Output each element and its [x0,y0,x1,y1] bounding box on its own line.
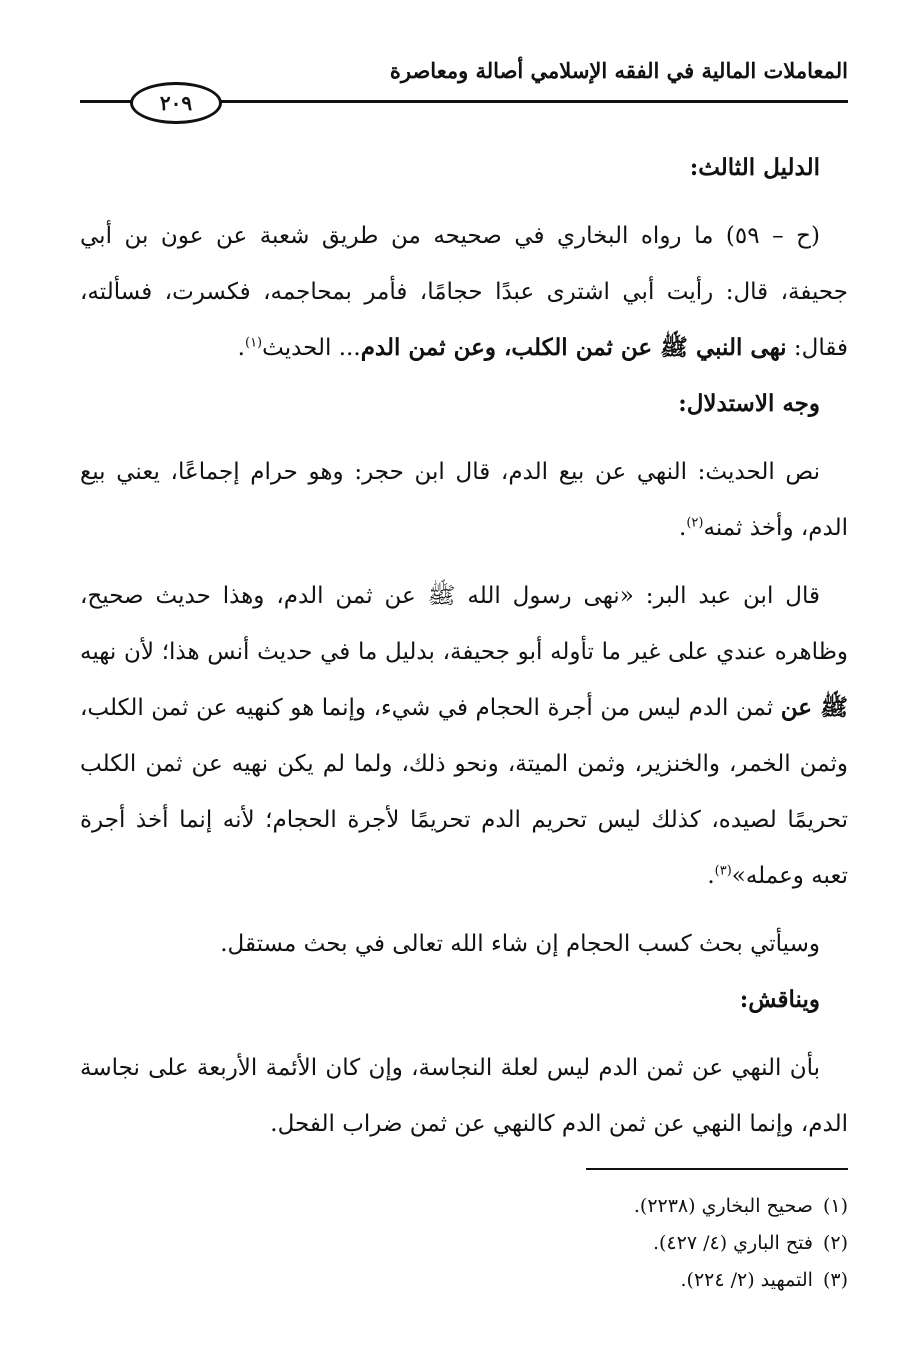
main-text [80,140,848,1152]
footnotes [80,1188,848,1299]
paragraph-ibn-hajar: نص الحديث: النهي عن بيع الدم، قال ابن حجر: وهو حرام إجماعًا، يعني بيع الدم، وأخذ ثمنه$^{(٢)}$. [80,459,848,541]
footnote-text: صحيح البخاري (٢٢٣٨). [633,1195,813,1217]
paragraph-ibn-abd-al-barr: قال ابن عبد البر: «نهى رسول الله ﷺ عن ثمن الدم، وهذا حديث صحيح، وظاهره عندي على غير ما تأوله أبو جحيفة، بدليل ما في حديث أنس هذا؛ لأن نهيه ﷺ عن ثمن الدم ليس من أجرة الحجام في شيء، وإنما هو كنهيه عن ثمن الكلب، وثمن الخمر، والخنزير، وثمن الميتة، ونحو ذلك، ولما لم يكن نهيه عن ثمن الكلب تحريمًا لصيده، كذلك ليس تحريم الدم تحريمًا لأجرة الحجام؛ لأنه إنما أخذ أجرة تعبه وعمله»$^{(٣)}$. [80,583,848,889]
hadith-intro: (ح – ٥٩) ما رواه البخاري في صحيحه من طريق شعبة عن عون بن أبي جحيفة، قال: رأيت أبي اشترى عبدًا حجامًا، فأمر بمحاجمه، فكسرت، فسألته، فقال: [80,223,848,361]
section-heading-discussion: ويناقش: [739,986,820,1013]
hadith-text: نهى النبي ﷺ عن ثمن الكلب، وعن ثمن الدم [360,334,787,361]
footnote-rule [586,1168,848,1170]
footnote-number: (١) [822,1195,848,1217]
footnote-number: (٢) [822,1232,848,1254]
footnote-text: فتح الباري (٤/ ٤٢٧). [652,1232,813,1254]
footnote-item [80,1262,848,1299]
paragraph-forthcoming: وسيأتي بحث كسب الحجام إن شاء الله تعالى في بحث مستقل. [220,931,820,957]
paragraph-discussion: بأن النهي عن ثمن الدم ليس لعلة النجاسة، وإن كان الأئمة الأربعة على نجاسة الدم، وإنما النهي عن ثمن الدم كالنهي عن ثمن ضراب الفحل. [80,1055,848,1137]
paragraph-hadith: (ح – ٥٩) ما رواه البخاري في صحيحه من طريق شعبة عن عون بن أبي جحيفة، قال: رأيت أبي اشترى عبدًا حجامًا، فأمر بمحاجمه، فكسرت، فسألته، فقال: نهى النبي ﷺ عن ثمن الكلب، وعن ثمن الدم... الحديث$^{(١)}$. [80,223,848,361]
footnote-item [80,1188,848,1225]
footnote-ref-1: (١) [244,335,263,351]
section-heading-inference: وجه الاستدلال: [678,390,820,417]
footnote-item [80,1225,848,1262]
running-title: المعاملات المالية في الفقه الإسلامي أصالة ومعاصرة [389,58,848,83]
footnote-text: التمهيد (٢/ ٢٢٤). [680,1269,813,1291]
footnote-ref-3: (٣) [714,863,732,879]
section-heading-third-evidence: الدليل الثالث: [689,154,820,181]
footnote-number: (٣) [822,1269,848,1291]
page-number: ٢٠٩ [130,82,222,124]
hadith-end: ... الحديث [262,335,361,361]
footnote-ref-2: (٢) [686,515,704,531]
